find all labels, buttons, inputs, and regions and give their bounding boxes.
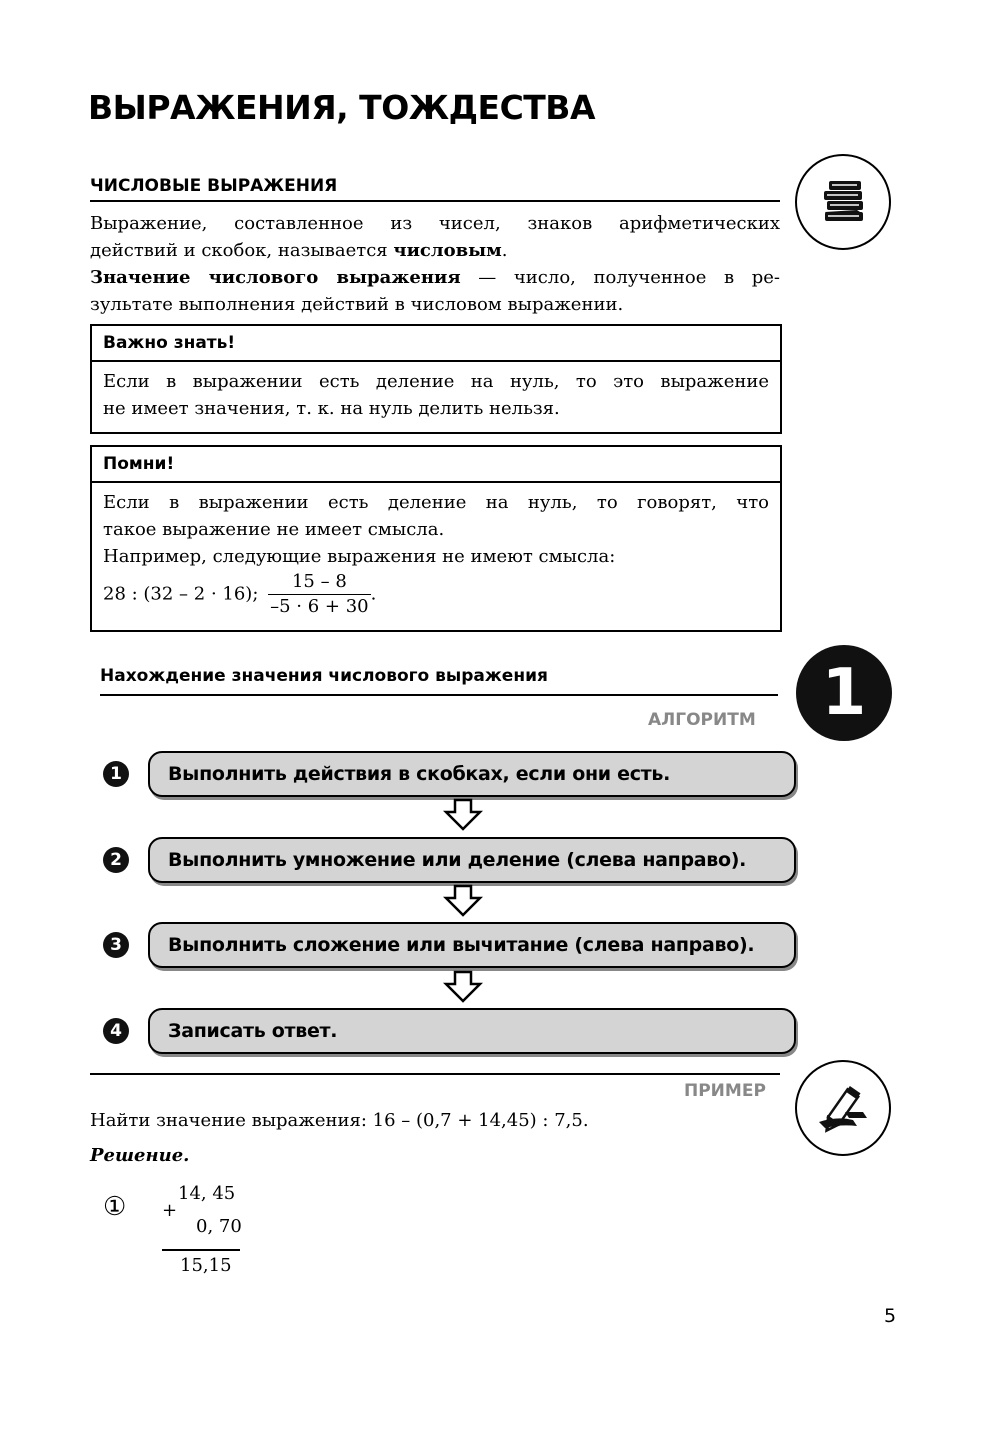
step-number-1: 1 <box>103 761 129 787</box>
remember-line-1: Если в выражении есть деление на нуль, то говорят, что <box>103 492 769 513</box>
books-icon-badge <box>795 154 891 250</box>
remember-line-3: Например, следующие выражения не имеют смысла: <box>103 546 616 567</box>
important-box-heading: Важно знать! <box>92 326 780 362</box>
remember-expressions <box>103 570 769 619</box>
sum-line <box>162 1249 240 1251</box>
solution-step-marker: ① <box>103 1192 127 1222</box>
algorithm-step-4: Записать ответ. <box>148 1008 796 1054</box>
sum-result: 15,15 <box>180 1255 232 1276</box>
algorithm-step-2: Выполнить умножение или деление (слева направо). <box>148 837 796 883</box>
value-paragraph <box>90 264 780 291</box>
example-divider <box>90 1073 780 1075</box>
plus-sign: + <box>162 1200 178 1221</box>
page-title: ВЫРАЖЕНИЯ, ТОЖДЕСТВА <box>88 88 595 127</box>
step-number-4: 4 <box>103 1018 129 1044</box>
fraction-denominator: –5 · 6 + 30 <box>270 596 369 617</box>
definition-term: числовым <box>393 240 502 261</box>
example-task: Найти значение выражения: 16 – (0,7 + 14,45) : 7,5. <box>90 1110 589 1131</box>
page-number: 5 <box>884 1305 897 1327</box>
addend-2: 0, 70 <box>196 1216 242 1237</box>
important-line-2: не имеет значения, т. к. на нуль делить нельзя. <box>103 398 560 419</box>
important-box <box>90 324 782 434</box>
example-label: ПРИМЕР <box>684 1081 766 1101</box>
remember-box-heading: Помни! <box>92 447 780 483</box>
pencil-icon-badge <box>795 1060 891 1156</box>
books-icon <box>797 156 889 248</box>
algorithm-heading: Нахождение значения числового выражения <box>100 666 778 696</box>
solution-label: Решение. <box>90 1145 190 1166</box>
section-number-badge: 1 <box>796 645 892 741</box>
fraction-numerator: 15 – 8 <box>268 570 371 595</box>
algorithm-step-3: Выполнить сложение или вычитание (слева направо). <box>148 922 796 968</box>
value-paragraph-2 <box>90 291 780 318</box>
expression-end: . <box>370 583 377 605</box>
expression-1: 28 : (32 – 2 · 16); <box>103 583 259 605</box>
value-line-1: — число, полученное в ре- <box>460 267 780 288</box>
algorithm-step-1: Выполнить действия в скобках, если они есть. <box>148 751 796 797</box>
definition-period: . <box>501 240 508 261</box>
down-arrow-icon <box>443 970 483 1004</box>
expression-2-fraction <box>268 570 371 619</box>
down-arrow-icon <box>443 884 483 918</box>
definition-line-1: Выражение, составленное из чисел, знаков арифметических <box>90 213 780 234</box>
section-heading: ЧИСЛОВЫЕ ВЫРАЖЕНИЯ <box>90 176 780 202</box>
important-line-1: Если в выражении есть деление на нуль, то это выражение <box>103 371 769 392</box>
down-arrow-icon <box>443 798 483 832</box>
algorithm-label: АЛГОРИТМ <box>648 710 756 730</box>
definition-paragraph-2 <box>90 237 780 264</box>
definition-line-2: действий и скобок, называется <box>90 240 394 261</box>
value-term: Значение числового выражения <box>90 267 461 288</box>
remember-box <box>90 445 782 632</box>
pencil-icon <box>797 1062 889 1154</box>
step-number-3: 3 <box>103 932 129 958</box>
step-number-2: 2 <box>103 847 129 873</box>
value-line-2: зультате выполнения действий в числовом выражении. <box>90 294 624 315</box>
definition-paragraph <box>90 210 780 237</box>
remember-line-2: такое выражение не имеет смысла. <box>103 519 445 540</box>
addend-1: 14, 45 <box>178 1183 236 1204</box>
